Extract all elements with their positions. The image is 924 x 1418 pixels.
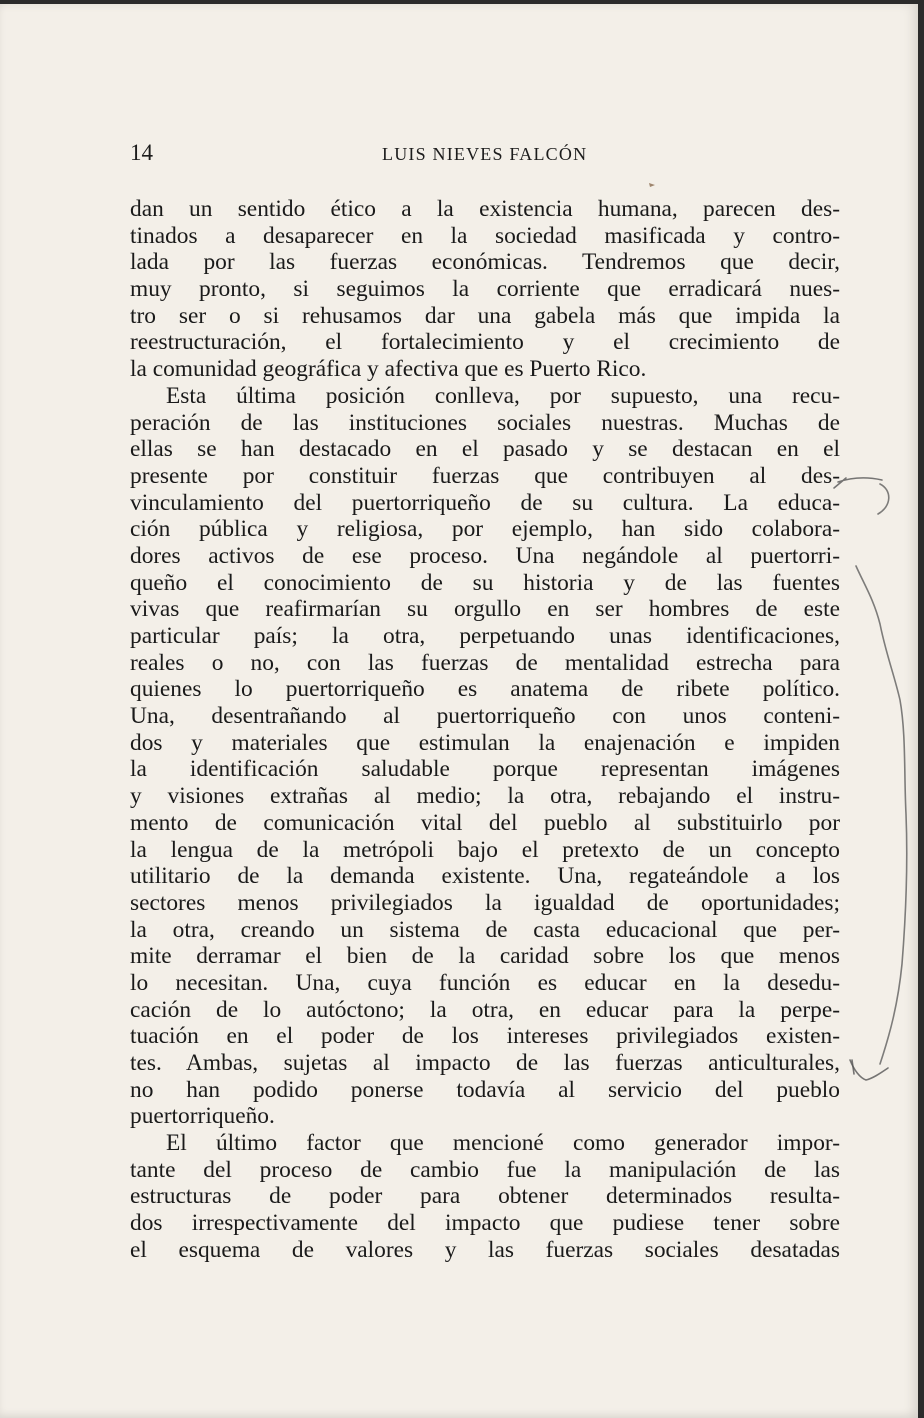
page-header xyxy=(130,134,840,164)
text-line: ellas se han destacado en el pasado y se destacan en el xyxy=(130,436,840,463)
text-line: vinculamiento del puertorriqueño de su cultura. La educa- xyxy=(130,489,840,516)
text-line: dores activos de ese proceso. Una negándole al puertorri- xyxy=(130,542,840,569)
text-line: peración de las instituciones sociales nuestras. Muchas de xyxy=(130,409,840,436)
text-line: El último factor que mencioné como generador impor- xyxy=(166,1130,840,1157)
text-line: Esta última posición conlleva, por supuesto, una recu- xyxy=(166,382,840,409)
page-number: 14 xyxy=(130,140,153,165)
body-text xyxy=(130,196,840,1264)
text-line: utilitario de la demanda existente. Una, regateándole a los xyxy=(130,863,840,890)
text-line: puertorriqueño. xyxy=(130,1103,275,1130)
text-line: la otra, creando un sistema de casta educacional que per- xyxy=(130,916,840,943)
text-line: tinados a desaparecer en la sociedad masificada y contro- xyxy=(130,222,840,249)
text-line: tes. Ambas, sujetas al impacto de las fuerzas anticulturales, xyxy=(130,1050,840,1076)
text-line: estructuras de poder para obtener determinados resulta- xyxy=(130,1183,840,1210)
text-line: tuación en el poder de los intereses privilegiados existen- xyxy=(130,1023,840,1050)
text-line: tante del proceso de cambio fue la manipulación de las xyxy=(130,1156,840,1183)
text-line: lada por las fuerzas económicas. Tendremos que decir, xyxy=(130,249,840,276)
text-line: y visiones extrañas al medio; la otra, rebajando el instru- xyxy=(130,783,840,810)
text-line: presente por constituir fuerzas que contribuyen al des- xyxy=(130,462,840,489)
text-line: vivas que reafirmarían su orgullo en ser hombres de este xyxy=(130,596,840,623)
text-line: sectores menos privilegiados la igualdad de oportunidades; xyxy=(130,889,840,916)
text-line: lo necesitan. Una, cuya función es educar en la desedu- xyxy=(130,969,840,996)
book-page xyxy=(0,4,918,1418)
text-line: la identificación saludable porque representan imágenes xyxy=(130,756,840,783)
text-line: reales o no, con las fuerzas de mentalidad estrecha para xyxy=(130,649,840,676)
text-line: reestructuración, el fortalecimiento y el crecimiento de xyxy=(130,329,840,356)
text-line: ción pública y religiosa, por ejemplo, han sido colabora- xyxy=(130,516,840,543)
text-line: el esquema de valores y las fuerzas sociales desatadas xyxy=(130,1236,840,1263)
text-line: no han podido ponerse todavía al servicio del pueblo xyxy=(130,1076,840,1103)
running-head: LUIS NIEVES FALCÓN xyxy=(382,144,588,164)
text-line: quienes lo puertorriqueño es anatema de ribete político. xyxy=(130,676,840,703)
text-line: queño el conocimiento de su historia y de las fuentes xyxy=(130,569,840,596)
text-line: la comunidad geográfica y afectiva que es Puerto Rico. xyxy=(130,356,647,383)
text-line: muy pronto, si seguimos la corriente que erradicará nues- xyxy=(130,276,840,303)
text-line: dos y materiales que estimulan la enajenación e impiden xyxy=(130,729,840,756)
text-line: dan un sentido ético a la existencia humana, parecen des- xyxy=(130,196,840,222)
text-line: tro ser o si rehusamos dar una gabela más que impida la xyxy=(130,302,840,329)
text-line: mento de comunicación vital del pueblo al substituirlo por xyxy=(130,809,840,836)
text-line: Una, desentrañando al puertorriqueño con unos conteni- xyxy=(130,703,840,730)
text-line: cación de lo autóctono; la otra, en educar para la perpe- xyxy=(130,996,840,1023)
text-line: la lengua de la metrópoli bajo el pretexto de un concepto xyxy=(130,836,840,863)
text-line: dos irrespectivamente del impacto que pudiese tener sobre xyxy=(130,1210,840,1237)
text-line: particular país; la otra, perpetuando unas identificaciones, xyxy=(130,623,840,649)
pencil-margin-bracket xyxy=(820,474,918,1114)
text-line: mite derramar el bien de la caridad sobre los que menos xyxy=(130,943,840,970)
ink-speck xyxy=(648,182,656,188)
